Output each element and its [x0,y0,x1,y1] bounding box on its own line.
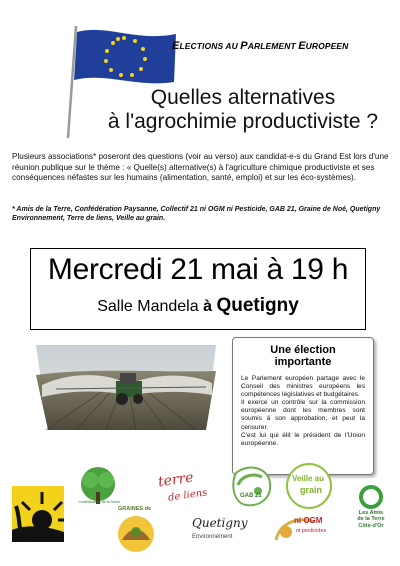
quetigny-environnement-logo: Quetigny Environnement [192,516,248,540]
event-date: Mercredi 21 mai à 19 h [47,253,349,286]
tractor-spraying-photo [36,345,216,430]
veille-au-grain-logo: Veille au grain [284,462,334,510]
election-paragraph-3: C'est lui qui élit le président de l'Union européenne. [241,431,365,447]
main-title-line-2: à l'agrochimie productiviste ? [107,110,379,133]
election-info-box [232,337,374,475]
event-box [30,248,366,330]
main-title-line-1: Quelles alternatives [150,86,336,109]
election-paragraph-2: Il exerce un contrôle sur la commission européenne dont les membres sont soumis à son approbation, et peut la censurer. [241,399,365,431]
intro-paragraph: Plusieurs associations* poseront des questions (voir au verso) aux candidat-e-s du Grand Est lors d'une réunion publique sur le thème : « Quelle(s) alternative(s) à l'agriculture chimique productiviste et ses conséquences néfastes sur les humains (alimentation, santé, emploi) et sur les éco-systèmes). [12,152,389,182]
election-box-body [241,375,365,448]
terre-de-liens-logo: terre de liens [157,469,208,504]
header-title: ELECTIONS AU PARLEMENT EUROPEEN [172,40,349,52]
election-paragraph-1: Le Parlement européen partage avec le Conseil des ministres européens les compétences législatives et budgétaires. [241,375,365,399]
venue-city: Quetigny [216,295,299,316]
main-title [90,86,396,134]
ni-ogm-ni-pesticides-logo: ni OGM ni pesticides [270,510,338,554]
associations-footnote: * Amis de la Terre, Confédération Paysanne, Collectif 21 ni OGM ni Pesticide, GAB 21, Graine de Noé, Quetigny Environnement, Terre de liens, Veille au grain. [12,206,381,222]
gab-21-logo: GAB 21 [228,463,274,509]
amis-de-la-terre-logo: Les Amis de la Terre Côte-d'Or [352,484,390,544]
venue-at: à [203,298,212,315]
graines-de-noe-logo: GRAINES de [112,506,160,556]
venue-name: Salle Mandela [97,298,199,315]
confederation-paysanne-logo [12,486,64,542]
event-venue [31,289,365,324]
tree-association-logo: Confédération de la Sucre [70,466,126,512]
election-box-title: Une élection importante [270,344,336,368]
